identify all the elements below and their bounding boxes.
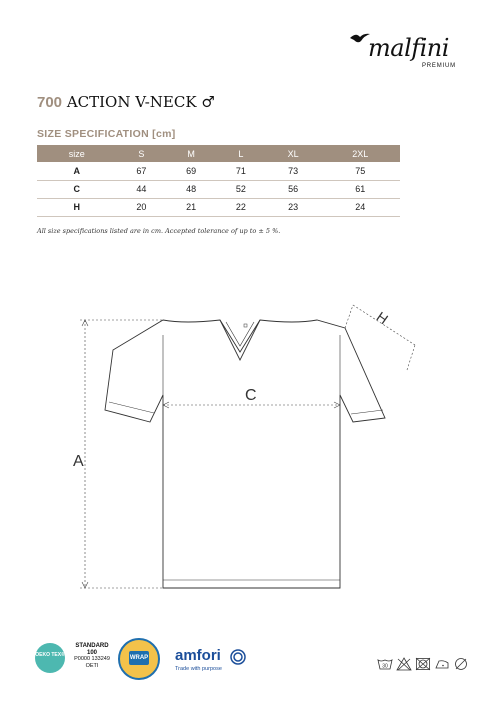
wrap-label: WRAP xyxy=(129,651,149,665)
table-cell: 56 xyxy=(266,180,321,198)
header-cell: M xyxy=(166,145,216,162)
table-cell: 75 xyxy=(320,162,400,180)
wash-temp: 30 xyxy=(382,663,388,670)
wrap-logo xyxy=(118,638,160,680)
brand-name: malfini xyxy=(368,34,449,62)
wash-30-icon xyxy=(377,657,393,671)
bird-icon xyxy=(350,32,370,46)
table-cell: 20 xyxy=(117,198,167,216)
header-cell: L xyxy=(216,145,266,162)
header-cell: XL xyxy=(266,145,321,162)
product-title xyxy=(37,93,215,111)
table-cell: 21 xyxy=(166,198,216,216)
table-cell: 24 xyxy=(320,198,400,216)
measure-a-line xyxy=(80,320,163,588)
dry-clean-icon xyxy=(453,657,469,671)
table-cell: 23 xyxy=(266,198,321,216)
iron-icon xyxy=(434,657,450,671)
table-cell: 73 xyxy=(266,162,321,180)
table-cell: 44 xyxy=(117,180,167,198)
measure-c-label: C xyxy=(245,387,257,404)
product-code: 700 xyxy=(37,94,63,111)
amfori-logo-icon xyxy=(230,649,246,665)
standard-100-text xyxy=(67,643,117,669)
row-label: A xyxy=(37,162,117,180)
header-cell: S xyxy=(117,145,167,162)
certification-bar xyxy=(35,635,475,685)
tolerance-note: All size specifications listed are in cm. Accepted tolerance of up to ± 5 %. xyxy=(37,227,281,235)
measure-h-label: H xyxy=(373,308,392,328)
spec-title: SIZE SPECIFICATION [cm] xyxy=(37,128,176,140)
standard-code: P0000 133249 xyxy=(74,656,110,662)
size-table xyxy=(37,145,400,217)
oeko-tex-logo xyxy=(35,643,65,673)
table-row xyxy=(37,180,400,198)
brand-logo xyxy=(350,30,465,72)
amfori-name: amfori xyxy=(175,647,221,664)
table-cell: 69 xyxy=(166,162,216,180)
product-name: ACTION V-NECK xyxy=(66,93,197,111)
table-cell: 22 xyxy=(216,198,266,216)
table-cell: 67 xyxy=(117,162,167,180)
standard-number: 100 xyxy=(86,649,97,656)
oeko-label: OEKO TEX® xyxy=(35,652,65,658)
tshirt-outline xyxy=(105,320,385,588)
table-cell: 61 xyxy=(320,180,400,198)
measure-a-label: A xyxy=(73,453,84,470)
row-label: H xyxy=(37,198,117,216)
standard-institute: OETI xyxy=(85,662,99,669)
no-bleach-icon xyxy=(396,657,412,671)
table-cell: 71 xyxy=(216,162,266,180)
header-cell: size xyxy=(37,145,117,162)
brand-sub: PREMIUM xyxy=(422,63,456,69)
tshirt-drawing xyxy=(55,300,435,600)
neck-trim xyxy=(226,322,254,346)
neck-inner xyxy=(220,320,260,352)
standard-title: STANDARD xyxy=(75,643,109,649)
table-row xyxy=(37,198,400,216)
row-label: C xyxy=(37,180,117,198)
table-cell: 52 xyxy=(216,180,266,198)
table-cell: 48 xyxy=(166,180,216,198)
care-symbols xyxy=(377,657,469,671)
size-table-header xyxy=(37,145,400,162)
gender-symbol: ♂ xyxy=(201,93,215,111)
amfori-tagline: Trade with purpose xyxy=(175,666,222,672)
no-tumble-dry-icon xyxy=(415,657,431,671)
table-row xyxy=(37,162,400,180)
header-cell: 2XL xyxy=(320,145,400,162)
